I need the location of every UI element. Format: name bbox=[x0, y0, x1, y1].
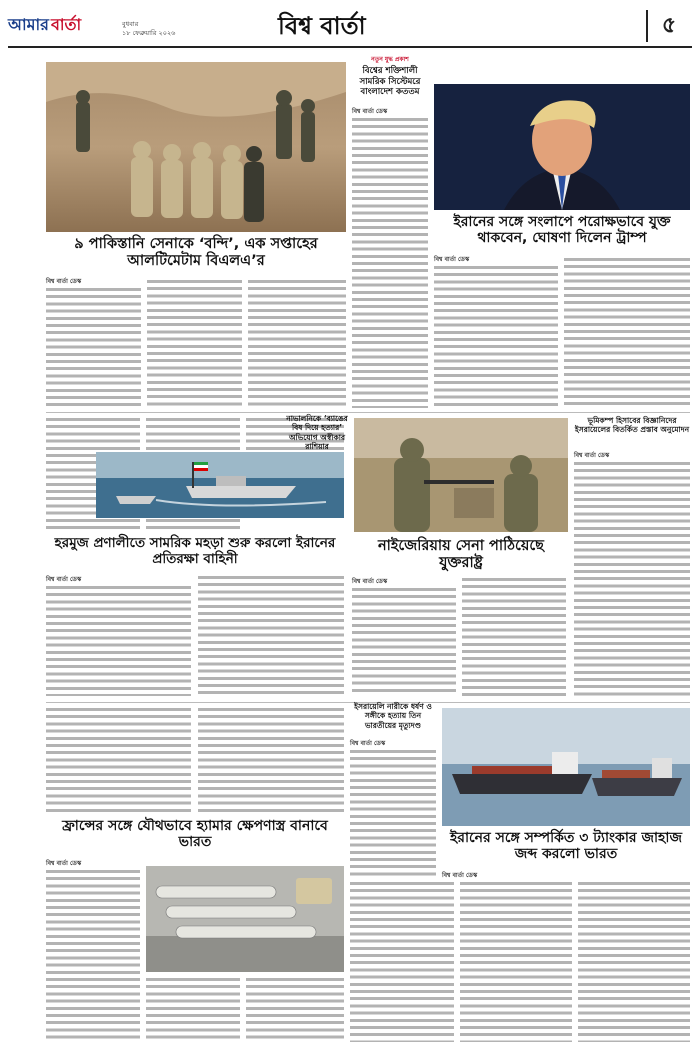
divider-1 bbox=[46, 412, 690, 413]
page-masthead bbox=[8, 6, 692, 48]
body-nigeria-col2 bbox=[462, 576, 566, 696]
photo-donald-trump bbox=[434, 84, 690, 210]
body-tankers-col3 bbox=[578, 880, 690, 1042]
body-tankers-col1 bbox=[350, 880, 454, 1042]
headline-pakistan: ৯ পাকিস্তানি সেনাকে ‘বন্দি’, এক সপ্তাহের আলটিমেটাম বিএলএ’র bbox=[74, 236, 318, 269]
headline-military: বিশ্বের শক্তিশালী সামরিক সিস্টেমরে বাংলাদেশ কততম bbox=[359, 66, 421, 98]
kicker-military: নতুন যুদ্ধ প্রকাশ bbox=[371, 56, 409, 63]
byline-military: বিশ্ব বার্তা ডেস্ক bbox=[352, 108, 388, 115]
headline-israel-verdict: ইসরায়েলি নারীকে ধর্ষণ ও সঙ্গীকে হত্যায় তিন ভারতীয়ের মৃত্যুদণ্ড bbox=[354, 702, 432, 730]
body-hormuz-cont-col1 bbox=[46, 706, 191, 812]
headline-navalny: নাভালনিকে ‘ব্যাঙের বিষ দিয়ে হত্যার’ অভিযোগ অস্বীকার রাশিয়ার bbox=[286, 414, 348, 452]
body-hormuz-col2 bbox=[198, 574, 344, 696]
body-trump-col1 bbox=[434, 264, 558, 408]
body-trump-col2 bbox=[564, 256, 690, 408]
page-number: ৫ bbox=[646, 10, 690, 42]
byline-nigeria: বিশ্ব বার্তা ডেস্ক bbox=[352, 578, 388, 585]
byline-quake: বিশ্ব বার্তা ডেস্ক bbox=[574, 452, 610, 459]
body-tankers-col2 bbox=[460, 880, 572, 1042]
headline-nigeria: নাইজেরিয়ায় সেনা পাঠিয়েছে যুক্তরাষ্ট্র bbox=[378, 538, 544, 571]
logo-part-2: বার্তা bbox=[51, 14, 82, 34]
body-pakistan-col2 bbox=[147, 278, 242, 406]
section-title: বিশ্ব বার্তা bbox=[278, 11, 366, 40]
byline-israel-verdict: বিশ্ব বার্তা ডেস্ক bbox=[350, 740, 386, 747]
body-france-col1 bbox=[46, 868, 140, 1042]
body-quake bbox=[574, 460, 690, 696]
newspaper-logo bbox=[8, 10, 120, 40]
headline-trump: ইরানের সঙ্গে সংলাপে পরোক্ষভাবে যুক্ত থাকবেন, ঘোষণা দিলেন ট্রাম্প bbox=[453, 214, 671, 247]
headline-quake: ভূমিকম্প হিসাবের বিজ্ঞানিদের ইসরায়েলের বিতর্কিত প্রস্তাব অনুমোদন bbox=[574, 416, 690, 435]
headline-france: ফ্রান্সের সঙ্গে যৌথভাবে হ্যামার ক্ষেপণাস্ত্র বানাবে ভারত bbox=[62, 818, 328, 851]
byline-pakistan: বিশ্ব বার্তা ডেস্ক bbox=[46, 278, 82, 285]
byline-tankers: বিশ্ব বার্তা ডেস্ক bbox=[442, 872, 478, 879]
issue-dateline bbox=[122, 20, 192, 38]
body-pakistan-col3 bbox=[248, 278, 346, 406]
headline-hormuz: হরমুজ প্রণালীতে সামরিক মহড়া শুরু করলো ইরানের প্রতিরক্ষা বাহিনী bbox=[54, 535, 336, 567]
photo-hormuz-boats bbox=[96, 452, 344, 518]
issue-date: ১৮ ফেব্রুয়ারি ২০২৬ bbox=[122, 29, 176, 37]
body-nigeria-col1 bbox=[352, 586, 456, 696]
body-hormuz-cont-col2 bbox=[198, 706, 344, 812]
byline-france: বিশ্ব বার্তা ডেস্ক bbox=[46, 860, 82, 867]
photo-hammer-missiles bbox=[146, 866, 344, 972]
byline-trump: বিশ্ব বার্তা ডেস্ক bbox=[434, 256, 470, 263]
body-france-col3 bbox=[246, 976, 344, 1042]
logo-part-1: আমার bbox=[8, 14, 49, 34]
body-israel-verdict bbox=[350, 748, 436, 878]
body-france-col2 bbox=[146, 976, 240, 1042]
body-hormuz-col1 bbox=[46, 584, 191, 696]
body-military bbox=[352, 116, 428, 408]
headline-tankers: ইরানের সঙ্গে সম্পর্কিত ৩ ট্যাংকার জাহাজ জব্দ করলো ভারত bbox=[450, 830, 682, 863]
photo-pakistani-soldiers bbox=[46, 62, 346, 232]
byline-hormuz: বিশ্ব বার্তা ডেস্ক bbox=[46, 576, 82, 583]
photo-nigeria-soldiers bbox=[354, 418, 568, 532]
issue-weekday: বুধবার bbox=[122, 20, 139, 28]
photo-tanker-ships bbox=[442, 708, 690, 826]
body-pakistan-col1 bbox=[46, 286, 141, 406]
